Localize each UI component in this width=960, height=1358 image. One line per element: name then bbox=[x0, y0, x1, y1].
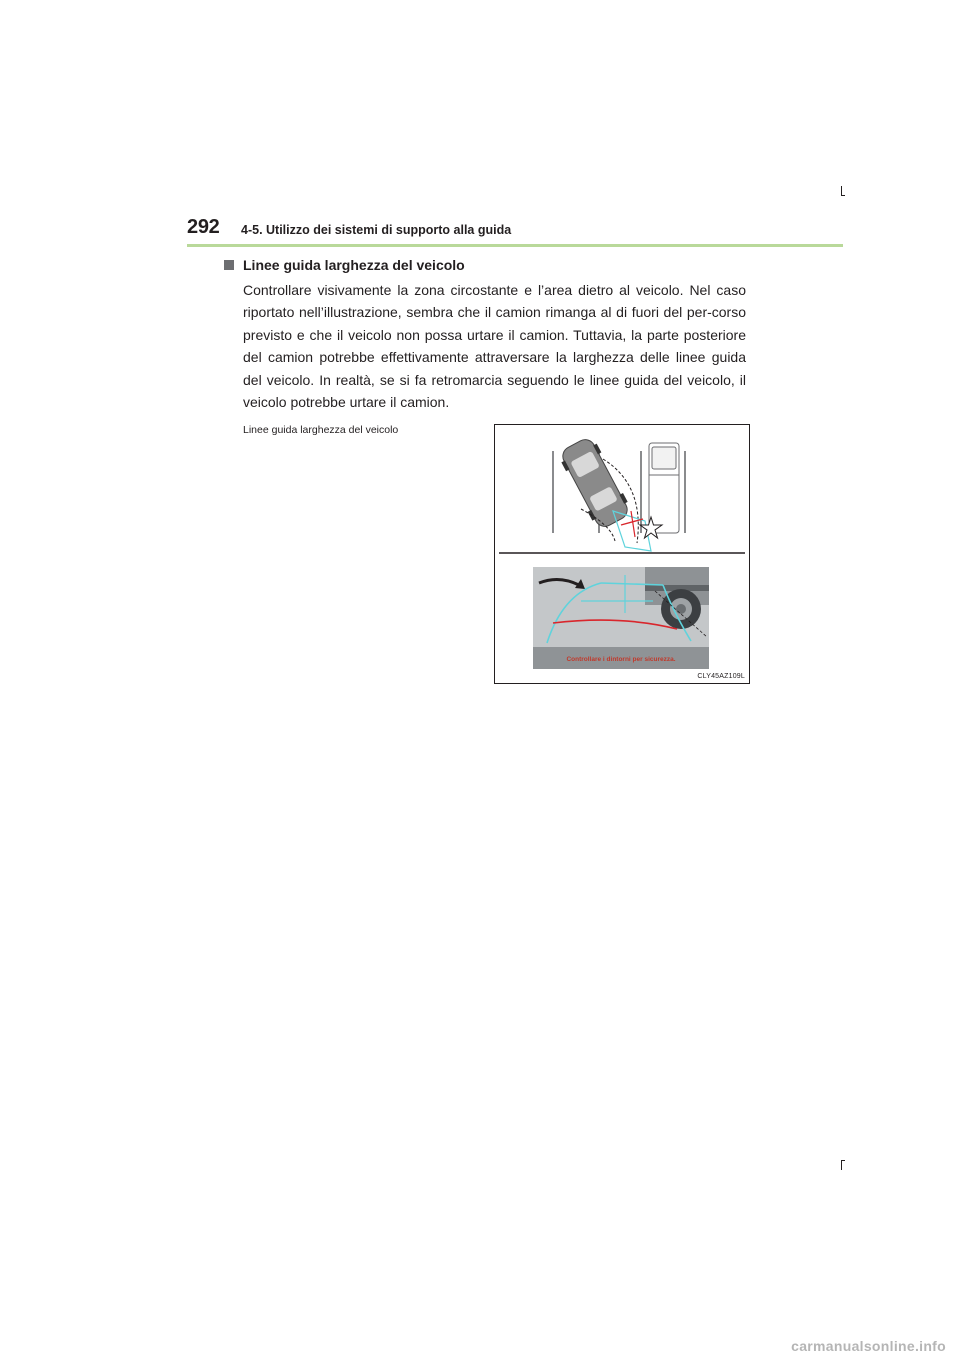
car-top-view bbox=[557, 435, 634, 531]
figure-code: CLY45AZ109L bbox=[697, 673, 745, 680]
watermark-text: carmanualsonline.info bbox=[791, 1338, 946, 1354]
crop-mark-top-tick bbox=[841, 195, 845, 196]
subheading bbox=[224, 257, 465, 273]
screen-message: Controllare i dintorni per sicurezza. bbox=[566, 656, 676, 663]
section-title: 4-5. Utilizzo dei sistemi di supporto alla guida bbox=[241, 223, 512, 237]
page-number: 292 bbox=[187, 216, 220, 238]
square-bullet-icon bbox=[224, 260, 234, 270]
figure-caption: Linee guida larghezza del veicolo bbox=[243, 424, 399, 436]
crop-mark-bottom bbox=[841, 1160, 842, 1170]
crop-mark-bottom-tick bbox=[841, 1160, 845, 1161]
red-guide-line-2 bbox=[631, 511, 635, 537]
subheading-text: Linee guida larghezza del veicolo bbox=[243, 257, 465, 273]
camera-screen bbox=[533, 567, 709, 669]
header-rule bbox=[187, 244, 843, 247]
figure-drawing bbox=[495, 425, 751, 685]
truck-top-view bbox=[649, 443, 679, 533]
body-paragraph: Controllare visivamente la zona circostante e l’area dietro al veicolo. Nel caso riportato nell’illustrazione, sembra che il camion rimanga al di fuori del per-corso previsto e che il veicolo non possa urtare il camion. Tuttavia, la parte posteriore del camion potrebbe effettivamente attraversare la larghezza delle linee guida del veicolo. In realtà, se si fa retromarcia seguendo le linee guida del veicolo, il veicolo potrebbe urtare il camion. bbox=[243, 282, 746, 411]
figure-illustration bbox=[494, 424, 750, 684]
